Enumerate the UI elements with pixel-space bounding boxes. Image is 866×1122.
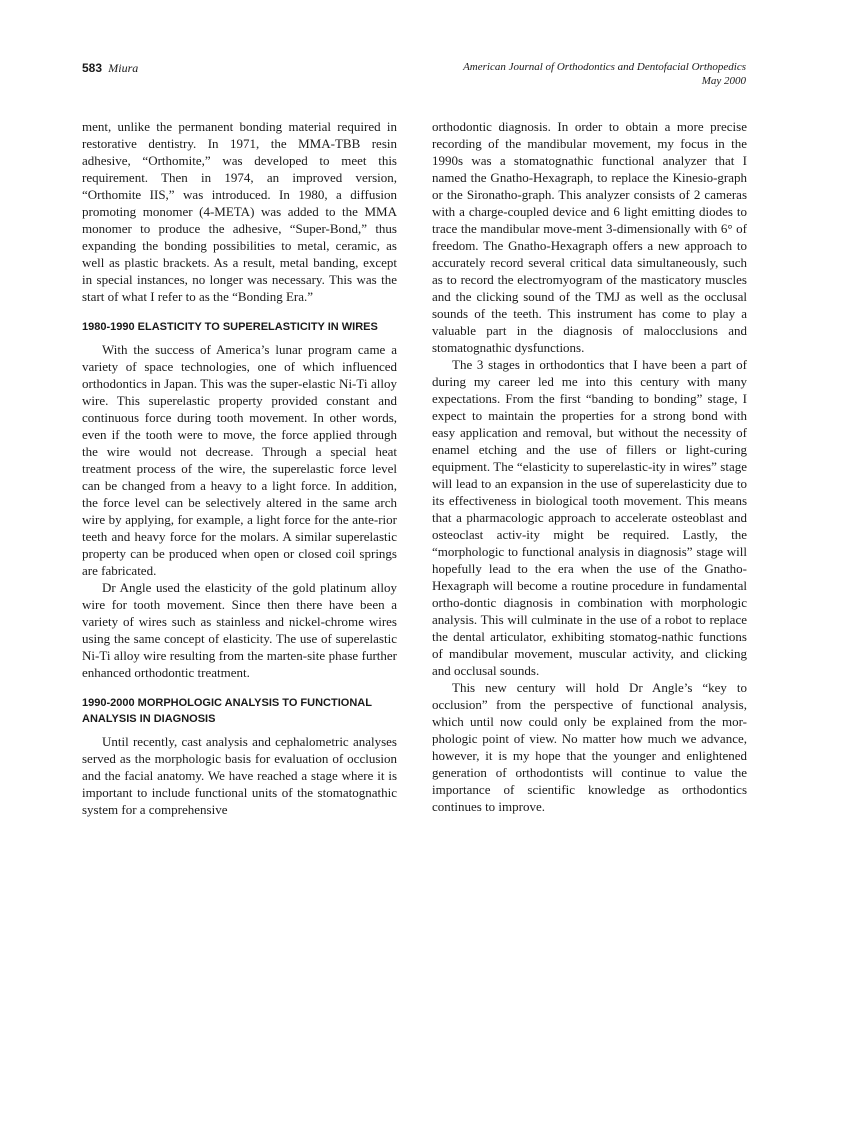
- paragraph: orthodontic diagnosis. In order to obtain a more precise recording of the mandibular movement, my focus in the 1990s was a stomatognathic functional analyzer that I named the Gnatho-Hexagraph, to replace the Kinesio-graph or the Sironatho-graph. This analyzer consists of 2 cameras with a charge-coupled device and 6 light emitting diodes to trace the mandibular move-ment 3-dimensionally with 6° of freedom. The Gnatho-Hexagraph offers a new approach to accurately record several critical data simultaneously, such as to record the electromyogram of the masticatory muscles and the clicking sound of the TMJ as well as the occlusal sounds of the teeth. This instrument has come to play a valuable part in the diagnosis of malocclusions and stomatognathic dysfunctions.: [432, 119, 747, 355]
- paragraph: The 3 stages in orthodontics that I have been a part of during my career led me into this century with many expectations. From the first “banding to bonding” stage, I expect to maintain the properties for a strong bond with easy application and removal, but without the necessity of enamel etching and the use of fillers or light-curing equipment. The “elasticity to superelastic-ity in wires” stage will lead to an expansion in the use of superelasticity due to its effectiveness in biological tooth movement. This means that a pharmacologic approach to accelerate osteoblast and osteoclast activ-ity might be required. Lastly, the “morphologic to functional analysis in diagnosis” stage will hopefully lead to the era when the use of the Gnatho-Hexagraph will become a routine procedure in fundamental ortho-dontic diagnosis in combination with morphologic analysis. This will culminate in the use of a robot to replace the dental articulator, exhibiting stomatog-nathic functions of mandibular movement, muscular activity, and clicking and occlusal sounds.: [432, 357, 747, 678]
- paragraph: ment, unlike the permanent bonding material required in restorative dentistry. In 1971, the MMA-TBB resin adhesive, “Orthomite,” was developed to meet this requirement. Then in 1974, an improved version, “Orthomite IIS,” was introduced. In 1980, a diffusion promoting monomer (4-META) was added to the MMA monomer to produce the adhesive, “Super-Bond,” thus expanding the bonding possibilities to metal, ceramic, as well as plastic brackets. As a result, metal banding, except in special instances, no longer was necessary. This was the start of what I refer to as the “Bonding Era.”: [82, 119, 397, 304]
- running-head-right: [463, 60, 746, 88]
- page-number: 583: [82, 61, 103, 75]
- journal-title: American Journal of Orthodontics and Dentofacial Orthopedics: [463, 61, 746, 73]
- issue-date: May 2000: [701, 75, 746, 87]
- running-head-left: [82, 60, 138, 76]
- section-heading: 1980-1990 ELASTICITY TO SUPERELASTICITY IN WIRES: [82, 321, 378, 333]
- left-column: [82, 118, 397, 818]
- paragraph: Dr Angle used the elasticity of the gold platinum alloy wire for tooth movement. Since then there have been a variety of wires such as stainless and nickel-chrome wires using the same concept of elasticity. The use of superelastic Ni-Ti alloy wire resulting from the marten-site phase further enhanced orthodontic treatment.: [82, 580, 397, 680]
- right-column: [432, 118, 747, 815]
- paragraph: This new century will hold Dr Angle’s “key to occlusion” from the perspective of functional analysis, which until now could only be explained from the mor-phologic point of view. No matter how much we advance, however, it is my hope that the younger and enlightened generation of orthodontists will continue to value the importance of scientific knowledge as orthodontics continues to improve.: [432, 680, 747, 814]
- paragraph: Until recently, cast analysis and cephalometric analyses served as the morphologic basis for evaluation of occlusion and the facial anatomy. We have reached a stage where it is important to include functional units of the stomatognathic system for a comprehensive: [82, 734, 397, 817]
- paragraph: With the success of America’s lunar program came a variety of space technologies, one of which influenced orthodontics in Japan. This was the super-elastic Ni-Ti alloy wire. This superelastic property provided constant and continuous force during tooth movement. In other words, even if the tooth were to move, the force applied through the wire would not decrease. Through a special heat treatment process of the wire, the superelastic force level can be changed from a heavy to a light force. In addition, the force level can be selectively altered in the same arch wire by applying, for example, a light force for the ante-rior teeth and heavy force for the molars. A similar superelastic property can be produced when open or closed coil springs are fabricated.: [82, 342, 397, 578]
- section-heading: 1990-2000 MORPHOLOGIC ANALYSIS TO FUNCTIONAL ANALYSIS IN DIAGNOSIS: [82, 697, 372, 725]
- author-name: Miura: [108, 61, 139, 75]
